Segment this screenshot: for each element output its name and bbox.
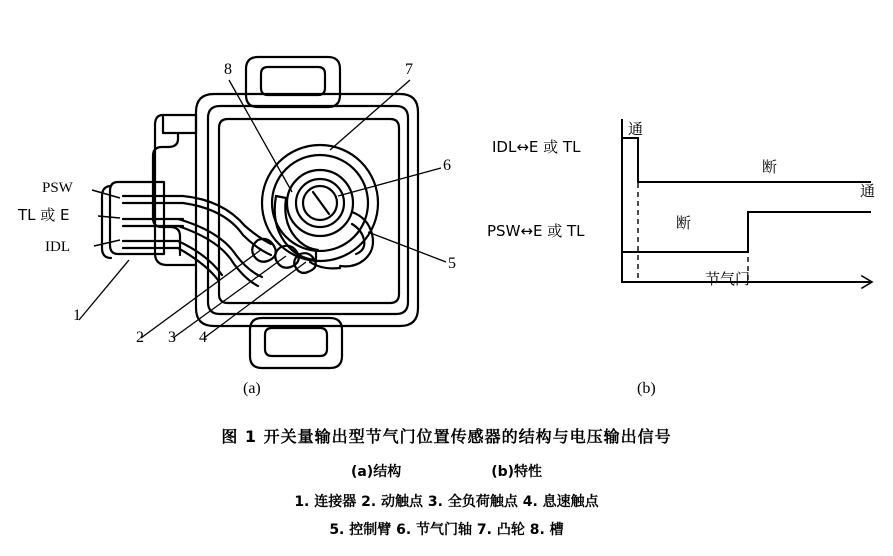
terminal-label-tl-e: TL 或 E [18, 206, 70, 224]
subcaption-a: (a)结构 [350, 464, 402, 480]
callout-2: 2 [136, 329, 144, 346]
panel-a-label: (a) [243, 380, 261, 397]
figure-caption-block [0, 424, 893, 547]
panel-b-state-off-2: 断 [676, 214, 692, 232]
panel-b-state-on-2: 通 [860, 182, 876, 200]
terminal-leaders [90, 178, 130, 268]
figure-caption-title: 图 1 开关量输出型节气门位置传感器的结构与电压输出信号 [221, 427, 672, 446]
figure-subcaptions [0, 461, 893, 481]
callout-3: 3 [168, 329, 176, 346]
callout-1: 1 [73, 307, 81, 324]
panel-a-drawing [0, 0, 470, 420]
figure-legend-line-2: 5. 控制臂 6. 节气门轴 7. 凸轮 8. 槽 [329, 522, 564, 538]
panel-b-label: (b) [637, 380, 656, 397]
callout-5: 5 [448, 255, 456, 272]
panel-b-row1-label: IDL↔E 或 TL [492, 138, 581, 156]
panel-b-row2-label: PSW↔E 或 TL [487, 222, 585, 240]
panel-b-axis-label: 节气门 [705, 270, 751, 288]
callout-4: 4 [199, 329, 207, 346]
terminal-label-psw: PSW [42, 180, 73, 196]
callout-7: 7 [405, 61, 413, 78]
panel-b-chart [470, 100, 893, 320]
terminal-label-idl: IDL [45, 239, 70, 255]
figure-legend-line-1: 1. 连接器 2. 动触点 3. 全负荷触点 4. 息速触点 [294, 494, 599, 510]
callout-6: 6 [443, 157, 451, 174]
subcaption-b: (b)特性 [491, 464, 543, 480]
callout-8: 8 [224, 61, 232, 78]
panel-b-state-on-1: 通 [628, 120, 644, 138]
panel-b-state-off-1: 断 [762, 158, 778, 176]
